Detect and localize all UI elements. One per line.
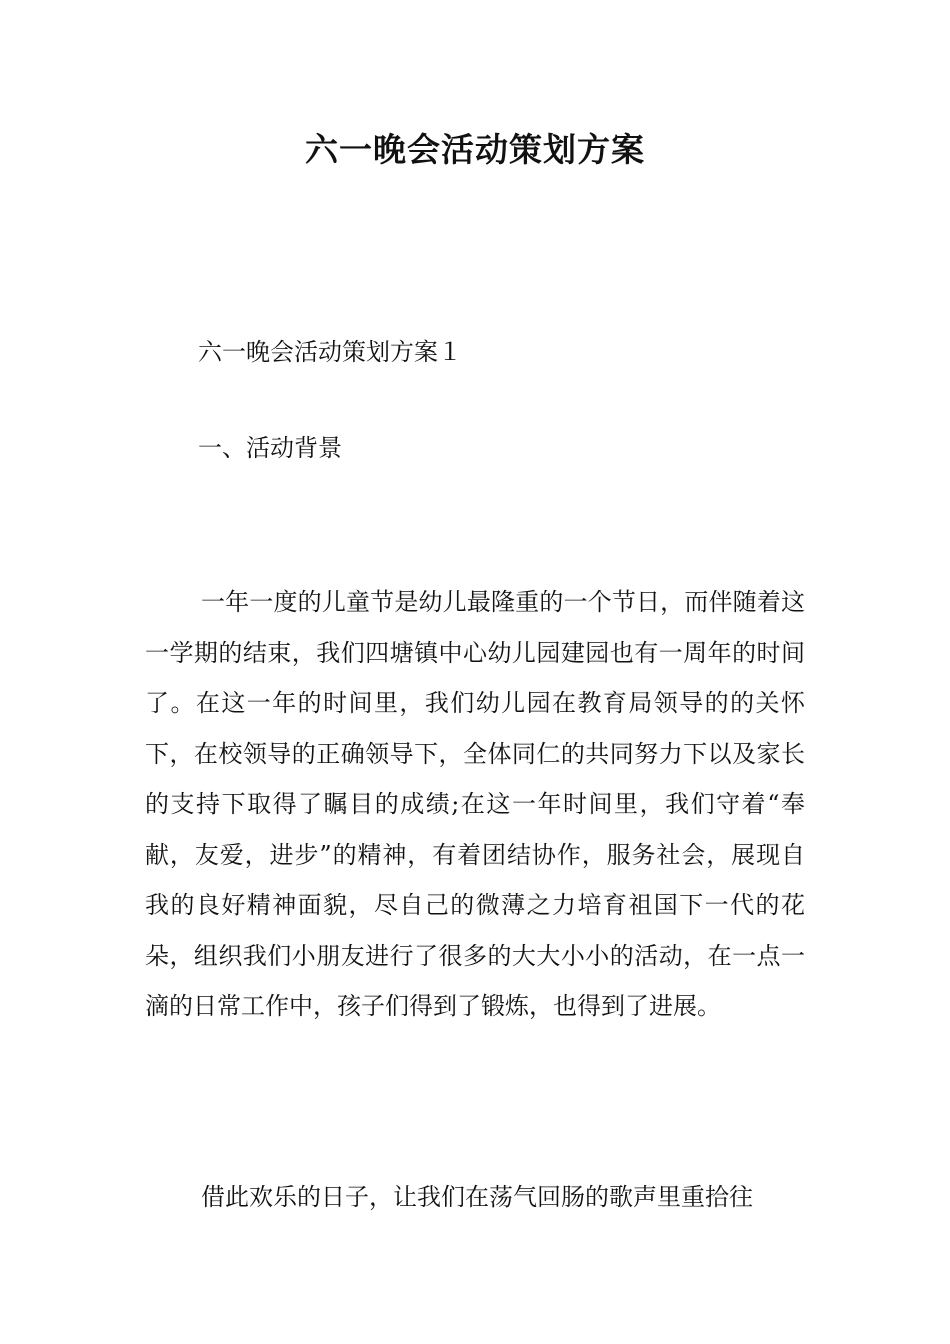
body-paragraph: 一年一度的儿童节是幼儿最隆重的一个节日，而伴随着这一学期的结束，我们四塘镇中心幼儿园建园也有一周年的时间了。在这一年的时间里，我们幼儿园在教育局领导的的关怀下，在校领导的正确领导下，全体同仁的共同努力下以及家长的支持下取得了瞩目的成绩;在这一年时间里，我们守着“奉献，友爱，进步”的精神，有着团结协作，服务社会，展现自我的良好精神面貌，尽自己的微薄之力培育祖国下一代的花朵，组织我们小朋友进行了很多的大大小小的活动，在一点一滴的日常工作中，孩子们得到了锻炼，也得到了进展。	[145, 588, 805, 1020]
section-heading: 一、活动背景	[198, 434, 342, 462]
document-title: 六一晚会活动策划方案	[305, 130, 645, 169]
plan-heading: 六一晚会活动策划方案１	[198, 338, 462, 366]
body-paragraph: 借此欢乐的日子，让我们在荡气回肠的歌声里重拾往	[201, 1183, 753, 1211]
